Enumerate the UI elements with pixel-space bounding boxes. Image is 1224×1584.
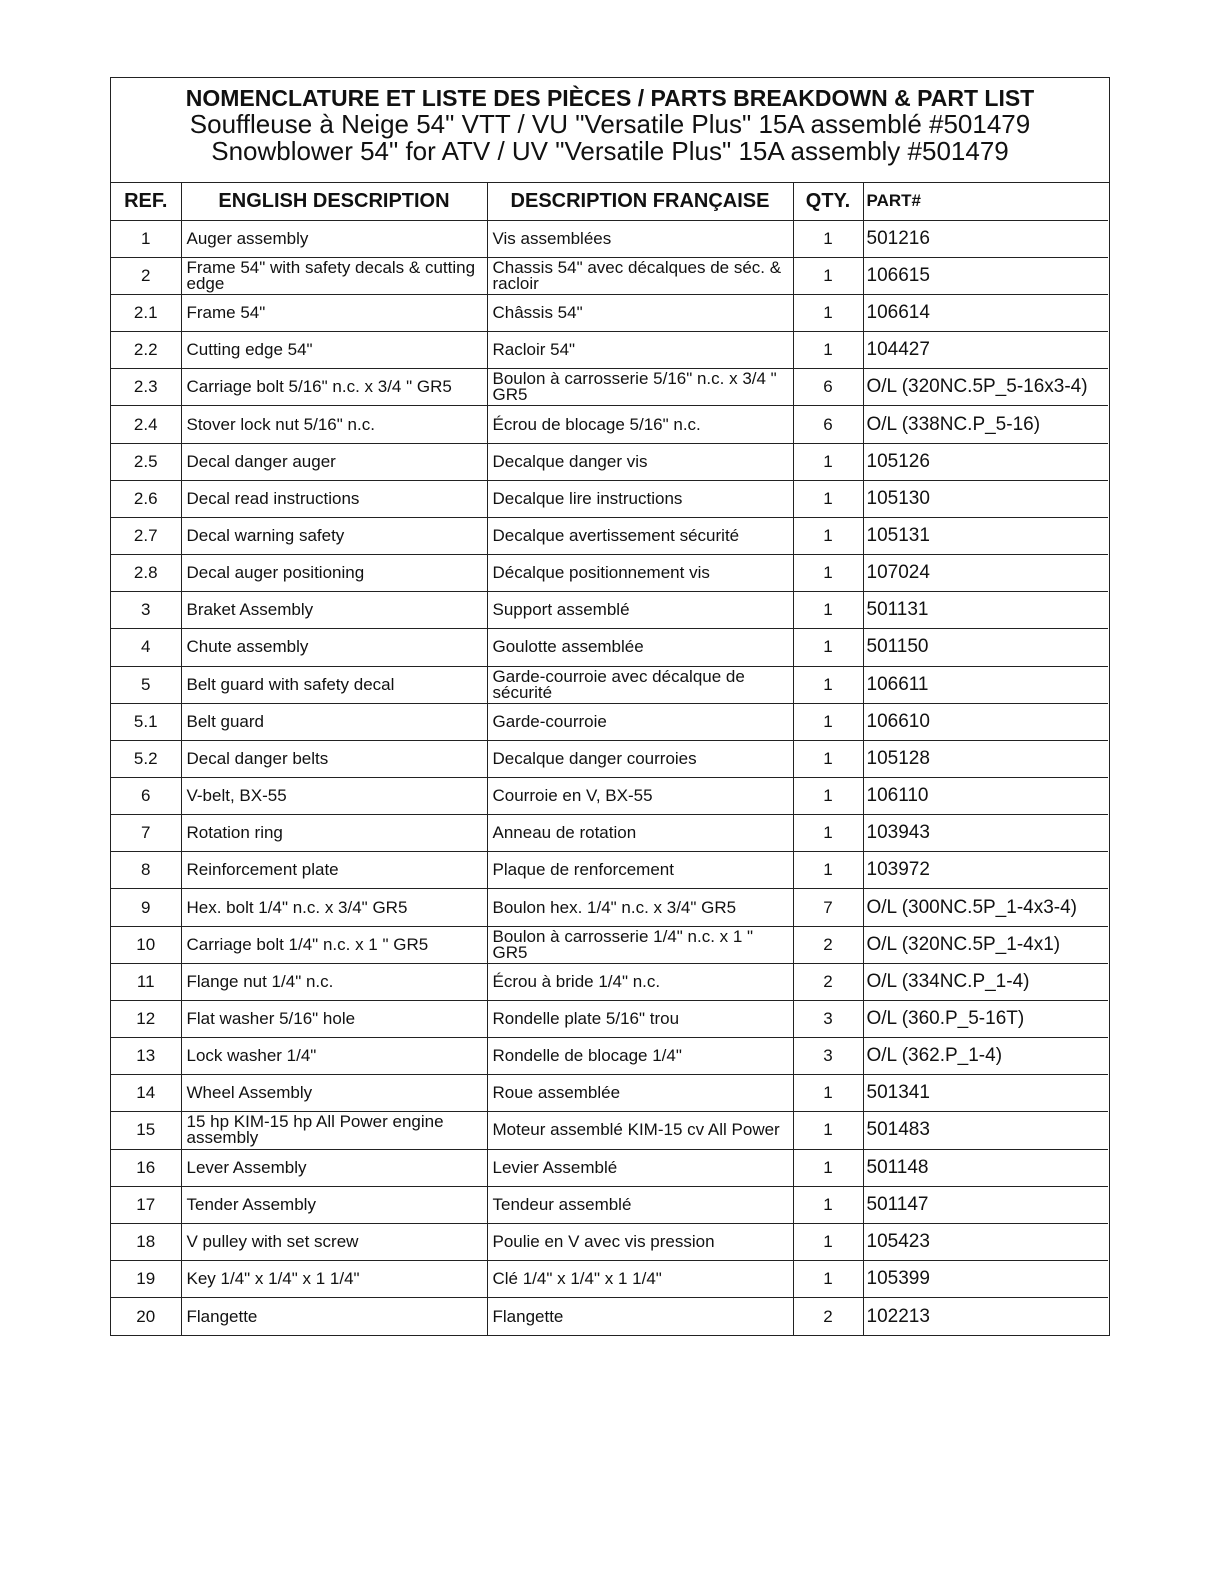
- ref-cell: 2.2: [111, 332, 181, 369]
- ref-cell: 15: [111, 1112, 181, 1149]
- qty-cell: 1: [793, 480, 863, 517]
- qty-cell: 1: [793, 852, 863, 889]
- part-number-cell: 501216: [863, 220, 1108, 257]
- english-description-cell: Frame 54": [181, 294, 487, 331]
- ref-cell: 2.8: [111, 555, 181, 592]
- french-description-cell: Châssis 54": [487, 294, 793, 331]
- table-row: [111, 1298, 1108, 1335]
- qty-cell: 3: [793, 1038, 863, 1075]
- part-number-cell: 105423: [863, 1223, 1108, 1260]
- french-description-cell: Boulon hex. 1/4" n.c. x 3/4" GR5: [487, 889, 793, 926]
- ref-cell: 2.1: [111, 294, 181, 331]
- french-description-cell: Racloir 54": [487, 332, 793, 369]
- table-row: [111, 220, 1108, 257]
- header-french-description: DESCRIPTION FRANÇAISE: [487, 183, 793, 220]
- table-row: [111, 1149, 1108, 1186]
- table-row: [111, 852, 1108, 889]
- ref-cell: 2.3: [111, 369, 181, 406]
- french-description-cell: Support assemblé: [487, 592, 793, 629]
- qty-cell: 2: [793, 926, 863, 963]
- english-description-cell: Key 1/4" x 1/4" x 1 1/4": [181, 1261, 487, 1298]
- document-title: NOMENCLATURE ET LISTE DES PIÈCES / PARTS BREAKDOWN & PART LIST: [185, 85, 1035, 111]
- french-description-cell: Rondelle de blocage 1/4": [487, 1038, 793, 1075]
- part-number-cell: 501131: [863, 592, 1108, 629]
- qty-cell: 6: [793, 369, 863, 406]
- table-row: [111, 963, 1108, 1000]
- qty-cell: 1: [793, 1149, 863, 1186]
- english-description-cell: Cutting edge 54": [181, 332, 487, 369]
- english-description-cell: Lock washer 1/4": [181, 1038, 487, 1075]
- table-row: [111, 592, 1108, 629]
- table-row: [111, 480, 1108, 517]
- french-description-cell: Roue assemblée: [487, 1075, 793, 1112]
- qty-cell: 1: [793, 1186, 863, 1223]
- english-description-cell: 15 hp KIM-15 hp All Power engine assembly: [181, 1112, 487, 1149]
- table-row: [111, 1261, 1108, 1298]
- table-row: [111, 740, 1108, 777]
- english-description-cell: V-belt, BX-55: [181, 778, 487, 815]
- ref-cell: 20: [111, 1298, 181, 1335]
- ref-cell: 4: [111, 629, 181, 666]
- table-row: [111, 1038, 1108, 1075]
- english-description-cell: Flat washer 5/16" hole: [181, 1000, 487, 1037]
- qty-cell: 1: [793, 555, 863, 592]
- part-number-cell: 106110: [863, 778, 1108, 815]
- french-description-cell: Boulon à carrosserie 1/4" n.c. x 1 " GR5: [487, 926, 793, 963]
- table-row: [111, 1112, 1108, 1149]
- english-description-cell: Decal danger auger: [181, 443, 487, 480]
- table-row: [111, 1223, 1108, 1260]
- ref-cell: 12: [111, 1000, 181, 1037]
- english-description-cell: Braket Assembly: [181, 592, 487, 629]
- qty-cell: 2: [793, 1298, 863, 1335]
- french-description-cell: Écrou à bride 1/4" n.c.: [487, 963, 793, 1000]
- qty-cell: 1: [793, 257, 863, 294]
- ref-cell: 2.4: [111, 406, 181, 443]
- table-row: [111, 555, 1108, 592]
- table-row: [111, 1075, 1108, 1112]
- qty-cell: 1: [793, 517, 863, 554]
- part-number-cell: O/L (300NC.5P_1-4x3-4): [863, 889, 1108, 926]
- ref-cell: 10: [111, 926, 181, 963]
- part-number-cell: 501483: [863, 1112, 1108, 1149]
- french-description-cell: Goulotte assemblée: [487, 629, 793, 666]
- table-row: [111, 703, 1108, 740]
- french-description-cell: Decalque danger courroies: [487, 740, 793, 777]
- english-description-cell: V pulley with set screw: [181, 1223, 487, 1260]
- ref-cell: 5: [111, 666, 181, 703]
- qty-cell: 1: [793, 443, 863, 480]
- qty-cell: 1: [793, 1261, 863, 1298]
- ref-cell: 2: [111, 257, 181, 294]
- french-description-cell: Rondelle plate 5/16" trou: [487, 1000, 793, 1037]
- english-description-cell: Decal danger belts: [181, 740, 487, 777]
- title-block: [111, 78, 1109, 183]
- part-number-cell: 105130: [863, 480, 1108, 517]
- parts-table: [111, 183, 1108, 1335]
- part-number-cell: 106610: [863, 703, 1108, 740]
- qty-cell: 1: [793, 592, 863, 629]
- qty-cell: 1: [793, 294, 863, 331]
- french-description-cell: Vis assemblées: [487, 220, 793, 257]
- ref-cell: 1: [111, 220, 181, 257]
- qty-cell: 1: [793, 1223, 863, 1260]
- qty-cell: 2: [793, 963, 863, 1000]
- part-number-cell: 106614: [863, 294, 1108, 331]
- part-number-cell: O/L (362.P_1-4): [863, 1038, 1108, 1075]
- english-description-cell: Carriage bolt 5/16" n.c. x 3/4 " GR5: [181, 369, 487, 406]
- ref-cell: 14: [111, 1075, 181, 1112]
- part-number-cell: 105399: [863, 1261, 1108, 1298]
- english-description-cell: Decal read instructions: [181, 480, 487, 517]
- ref-cell: 5.2: [111, 740, 181, 777]
- ref-cell: 2.6: [111, 480, 181, 517]
- header-ref: REF.: [111, 183, 181, 220]
- table-row: [111, 889, 1108, 926]
- english-description-cell: Decal warning safety: [181, 517, 487, 554]
- ref-cell: 16: [111, 1149, 181, 1186]
- qty-cell: 1: [793, 666, 863, 703]
- qty-cell: 1: [793, 629, 863, 666]
- english-description-cell: Flange nut 1/4" n.c.: [181, 963, 487, 1000]
- part-number-cell: O/L (334NC.P_1-4): [863, 963, 1108, 1000]
- french-description-cell: Tendeur assemblé: [487, 1186, 793, 1223]
- ref-cell: 5.1: [111, 703, 181, 740]
- ref-cell: 2.5: [111, 443, 181, 480]
- english-description-cell: Reinforcement plate: [181, 852, 487, 889]
- qty-cell: 1: [793, 220, 863, 257]
- part-number-cell: 105131: [863, 517, 1108, 554]
- french-description-cell: Décalque positionnement vis: [487, 555, 793, 592]
- part-number-cell: 103972: [863, 852, 1108, 889]
- french-description-cell: Clé 1/4" x 1/4" x 1 1/4": [487, 1261, 793, 1298]
- ref-cell: 7: [111, 815, 181, 852]
- parts-list-sheet: [110, 77, 1110, 1336]
- english-description-cell: Wheel Assembly: [181, 1075, 487, 1112]
- french-description-cell: Garde-courroie: [487, 703, 793, 740]
- english-description-cell: Tender Assembly: [181, 1186, 487, 1223]
- part-number-cell: 501148: [863, 1149, 1108, 1186]
- ref-cell: 11: [111, 963, 181, 1000]
- english-description-cell: Carriage bolt 1/4" n.c. x 1 " GR5: [181, 926, 487, 963]
- part-number-cell: O/L (320NC.5P_5-16x3-4): [863, 369, 1108, 406]
- qty-cell: 6: [793, 406, 863, 443]
- ref-cell: 17: [111, 1186, 181, 1223]
- header-english-description: ENGLISH DESCRIPTION: [181, 183, 487, 220]
- part-number-cell: 501147: [863, 1186, 1108, 1223]
- english-description-cell: Belt guard: [181, 703, 487, 740]
- ref-cell: 8: [111, 852, 181, 889]
- table-row: [111, 666, 1108, 703]
- french-description-cell: Moteur assemblé KIM-15 cv All Power: [487, 1112, 793, 1149]
- part-number-cell: 105126: [863, 443, 1108, 480]
- header-part-number: PART#: [863, 183, 1108, 220]
- ref-cell: 3: [111, 592, 181, 629]
- ref-cell: 13: [111, 1038, 181, 1075]
- part-number-cell: 106611: [863, 666, 1108, 703]
- french-description-cell: Chassis 54" avec décalques de séc. & racloir: [487, 257, 793, 294]
- french-description-cell: Decalque lire instructions: [487, 480, 793, 517]
- french-description-cell: Anneau de rotation: [487, 815, 793, 852]
- ref-cell: 18: [111, 1223, 181, 1260]
- table-row: [111, 257, 1108, 294]
- french-subtitle: Souffleuse à Neige 54" VTT / VU "Versatile Plus" 15A assemblé #501479: [189, 109, 1031, 139]
- table-row: [111, 517, 1108, 554]
- qty-cell: 3: [793, 1000, 863, 1037]
- french-description-cell: Levier Assemblé: [487, 1149, 793, 1186]
- french-description-cell: Boulon à carrosserie 5/16" n.c. x 3/4 " GR5: [487, 369, 793, 406]
- french-description-cell: Courroie en V, BX-55: [487, 778, 793, 815]
- english-description-cell: Stover lock nut 5/16" n.c.: [181, 406, 487, 443]
- english-description-cell: Chute assembly: [181, 629, 487, 666]
- part-number-cell: O/L (320NC.5P_1-4x1): [863, 926, 1108, 963]
- french-description-cell: Flangette: [487, 1298, 793, 1335]
- part-number-cell: 501341: [863, 1075, 1108, 1112]
- header-qty: QTY.: [793, 183, 863, 220]
- table-row: [111, 926, 1108, 963]
- english-description-cell: Rotation ring: [181, 815, 487, 852]
- part-number-cell: 501150: [863, 629, 1108, 666]
- english-description-cell: Auger assembly: [181, 220, 487, 257]
- ref-cell: 19: [111, 1261, 181, 1298]
- part-number-cell: 105128: [863, 740, 1108, 777]
- qty-cell: 1: [793, 703, 863, 740]
- qty-cell: 7: [793, 889, 863, 926]
- ref-cell: 6: [111, 778, 181, 815]
- french-description-cell: Plaque de renforcement: [487, 852, 793, 889]
- table-header-row: [111, 183, 1108, 220]
- table-row: [111, 369, 1108, 406]
- english-subtitle: Snowblower 54" for ATV / UV "Versatile Plus" 15A assembly #501479: [211, 136, 1009, 166]
- french-description-cell: Decalque danger vis: [487, 443, 793, 480]
- table-row: [111, 294, 1108, 331]
- table-row: [111, 815, 1108, 852]
- english-description-cell: Decal auger positioning: [181, 555, 487, 592]
- table-row: [111, 1000, 1108, 1037]
- part-number-cell: O/L (338NC.P_5-16): [863, 406, 1108, 443]
- qty-cell: 1: [793, 332, 863, 369]
- french-description-cell: Decalque avertissement sécurité: [487, 517, 793, 554]
- english-description-cell: Flangette: [181, 1298, 487, 1335]
- part-number-cell: 104427: [863, 332, 1108, 369]
- english-description-cell: Frame 54" with safety decals & cutting edge: [181, 257, 487, 294]
- french-description-cell: Écrou de blocage 5/16" n.c.: [487, 406, 793, 443]
- qty-cell: 1: [793, 1075, 863, 1112]
- table-row: [111, 443, 1108, 480]
- english-description-cell: Lever Assembly: [181, 1149, 487, 1186]
- part-number-cell: 106615: [863, 257, 1108, 294]
- english-description-cell: Belt guard with safety decal: [181, 666, 487, 703]
- ref-cell: 2.7: [111, 517, 181, 554]
- english-description-cell: Hex. bolt 1/4" n.c. x 3/4" GR5: [181, 889, 487, 926]
- table-row: [111, 629, 1108, 666]
- part-number-cell: 102213: [863, 1298, 1108, 1335]
- table-row: [111, 332, 1108, 369]
- table-row: [111, 1186, 1108, 1223]
- ref-cell: 9: [111, 889, 181, 926]
- french-description-cell: Poulie en V avec vis pression: [487, 1223, 793, 1260]
- qty-cell: 1: [793, 815, 863, 852]
- part-number-cell: 103943: [863, 815, 1108, 852]
- table-row: [111, 406, 1108, 443]
- part-number-cell: O/L (360.P_5-16T): [863, 1000, 1108, 1037]
- part-number-cell: 107024: [863, 555, 1108, 592]
- french-description-cell: Garde-courroie avec décalque de sécurité: [487, 666, 793, 703]
- qty-cell: 1: [793, 778, 863, 815]
- qty-cell: 1: [793, 740, 863, 777]
- qty-cell: 1: [793, 1112, 863, 1149]
- table-row: [111, 778, 1108, 815]
